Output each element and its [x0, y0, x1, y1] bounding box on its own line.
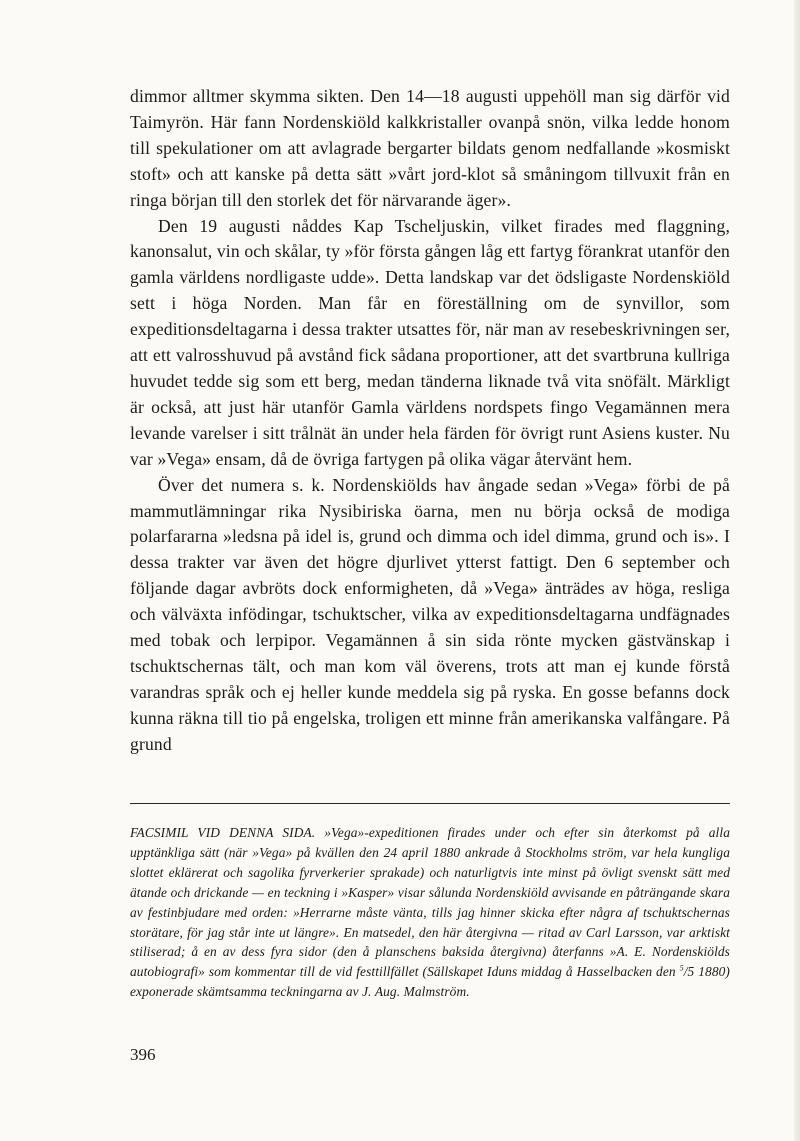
body-text [130, 84, 730, 758]
caption-text-end: 1880) exponerade skämtsamma teckningarna av J. Aug. Malmström. [130, 964, 730, 1000]
paragraph: dimmor alltmer skymma sikten. Den 14—18 augusti uppehöll man sig därför vid Taimyrön. Här fann Nordenskiöld kalkkristaller ovanpå snön, vilka ledde honom till spekulationer om att avlagrade bergarter bildats genom nedfallande »kosmiskt stoft» och att kanske på detta sätt »vårt jord-klot så småningom tillvuxit från en ringa början till den storlek det för närvarande äger». [130, 86, 730, 210]
caption-divider [130, 803, 730, 804]
paragraph: Den 19 augusti nåddes Kap Tscheljuskin, vilket firades med flaggning, kanonsalut, vin och skålar, ty »för första gången låg ett fartyg förankrat utanför den gamla världens nordligaste udde». Detta landskap var det ödsligaste Nordenskiöld sett i höga Norden. Man får en föreställning om de synvillor, som expeditionsdeltagarna i dessa trakter utsattes för, när man av resebeskrivningen ser, att ett valrosshuvud på avstånd fick sådana proportioner, att det svartbruna kullriga huvudet tedde sig som ett berg, medan tänderna liknade två vita snöfält. Märkligt är också, att just här utanför Gamla världens nordspets fingo Vegamännen mera levande varelser i sitt trålnät än under hela färden för övrigt runt Asiens kuster. Nu var »Vega» ensam, då de övriga fartygen på olika vägar återvänt hem. [130, 215, 730, 469]
caption-fraction-numerator: 5 [679, 963, 684, 973]
caption-text: FACSIMIL VID DENNA SIDA. »Vega»-expeditionen firades under och efter sin återkomst på alla upptänkliga sätt (när »Vega» på kvällen den 24 april 1880 ankrade å Stockholms ström, var hela kungliga slottet eklärerat och sagolika fyrverkerier sprakade) och naturligtvis inte minst på övligt svenskt sätt med ätande och drickande — en teckning i »Kasper» visar sålunda Nordenskiöld avvisande en påträngande skara av festinbjudare med orden: »Herrarne måste vänta, tills jag hinner skicka efter några af tschuktschernas storätare, för jag står inte ut längre». En matsedel, den här återgivna — ritad av Carl Larsson, var arktiskt stiliserad; å en av dess fyra sidor (den å planschens baksida återgivna) återfanns »A. E. Nordenskiölds autobiografi» som kommentar till de vid festtillfället (Sällskapet Iduns middag å Hasselbacken den [130, 825, 730, 980]
page-edge-shadow [794, 0, 800, 1141]
page-number: 396 [130, 1045, 156, 1064]
paragraph: Över det numera s. k. Nordenskiölds hav ångade sedan »Vega» förbi de på mammutlämningar rika Nysibiriska öarna, men nu börja också de modiga polarfararna »ledsna på idel is, grund och dimma och idel dimma, grund och is». I dessa trakter var även det högre djurlivet ytterst fattigt. Den 6 september och följande dagar avbröts dock enformigheten, då »Vega» änträdes av höga, resliga och välväxta infödingar, tschuktscher, vilka av expeditionsdeltagarna undfägnades med tobak och lerpipor. Vegamännen å sin sida rönte mycken gästvänskap i tschuktschernas tält, och man kom väl överens, trots att man ej kunde förstå varandras språk och ej heller kunde meddela sig på ryska. En gosse befanns dock kunna räkna till tio på engelska, troligen ett minne från amerikanska valfångare. På grund [130, 474, 730, 754]
caption-fraction-denominator: 5 [687, 964, 695, 980]
facsimile-caption: FACSIMIL VID DENNA SIDA. »Vega»-expeditionen firades under och efter sin återkomst på alla upptänkliga sätt (när »Vega» på kvällen den 24 april 1880 ankrade å Stockholms ström, var hela kungliga slottet eklärerat och sagolika fyrverkerier sprakade) och naturligtvis inte minst på övligt svenskt sätt med ätande och drickande — en teckning i »Kasper» visar sålunda Nordenskiöld avvisande en påträngande skara av festinbjudare med orden: »Herrarne måste vänta, tills jag hinner skicka efter några af tschuktschernas storätare, för jag står inte ut längre». En matsedel, den här återgivna — ritad av Carl Larsson, var arktiskt stiliserad; å en av dess fyra sidor (den å planschens baksida återgivna) återfanns »A. E. Nordenskiölds autobiografi» som kommentar till de vid festtillfället (Sällskapet Iduns middag å Hasselbacken den $^5$/5 1880) exponerade skämtsamma teckningarna av J. Aug. Malmström. [130, 825, 730, 1000]
